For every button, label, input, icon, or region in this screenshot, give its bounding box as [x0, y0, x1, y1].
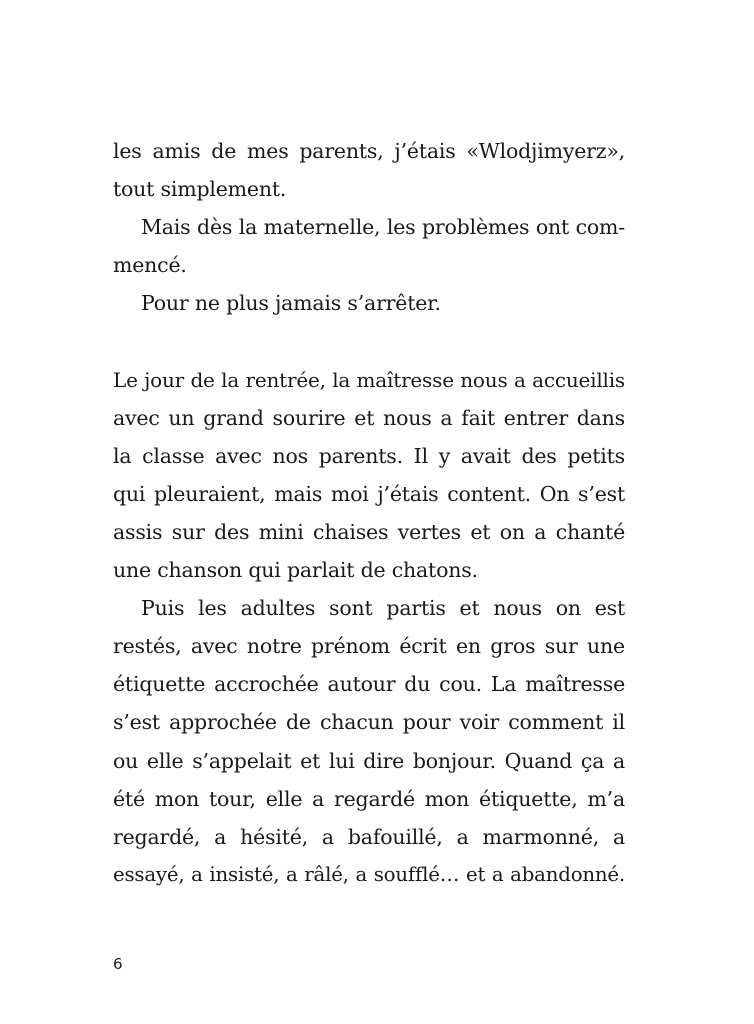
text-line: étiquette accrochée autour du cou. La maîtresse	[113, 672, 625, 697]
text-line: mencé.	[113, 253, 187, 278]
text-line: s’est approchée de chacun pour voir comment il	[113, 710, 625, 735]
page-number: 6	[113, 955, 123, 973]
page-body	[113, 132, 625, 894]
text-line: regardé, a hésité, a bafouillé, a marmonné, a	[113, 824, 625, 849]
text-line: avec un grand sourire et nous a fait entrer dans	[113, 405, 625, 430]
text-line: tout simplement.	[113, 177, 287, 202]
text-line: Mais dès la maternelle, les problèmes ont com-	[141, 215, 625, 240]
section-break	[113, 322, 625, 360]
text-line: ou elle s’appelait et lui dire bonjour. Quand ça a	[113, 748, 625, 773]
text-line: essayé, a insisté, a râlé, a soufflé… et a abandonné.	[113, 862, 625, 886]
text-line: une chanson qui parlait de chatons.	[113, 558, 478, 583]
text-line: les amis de mes parents, j’étais «Wlodjimyerz»,	[113, 139, 625, 163]
text-line: Pour ne plus jamais s’arrêter.	[141, 291, 441, 316]
text-line: assis sur des mini chaises vertes et on a chanté	[113, 519, 625, 544]
text-line: été mon tour, elle a regardé mon étiquette, m’a	[113, 786, 625, 811]
text-line: qui pleuraient, mais moi j’étais content. On s’est	[113, 481, 625, 506]
text-line: la classe avec nos parents. Il y avait des petits	[113, 443, 625, 468]
text-line: restés, avec notre prénom écrit en gros sur une	[113, 634, 625, 659]
text-line: Le jour de la rentrée, la maîtresse nous a accueillis	[113, 367, 625, 392]
text-line: Puis les adultes sont partis et nous on est	[141, 596, 625, 621]
